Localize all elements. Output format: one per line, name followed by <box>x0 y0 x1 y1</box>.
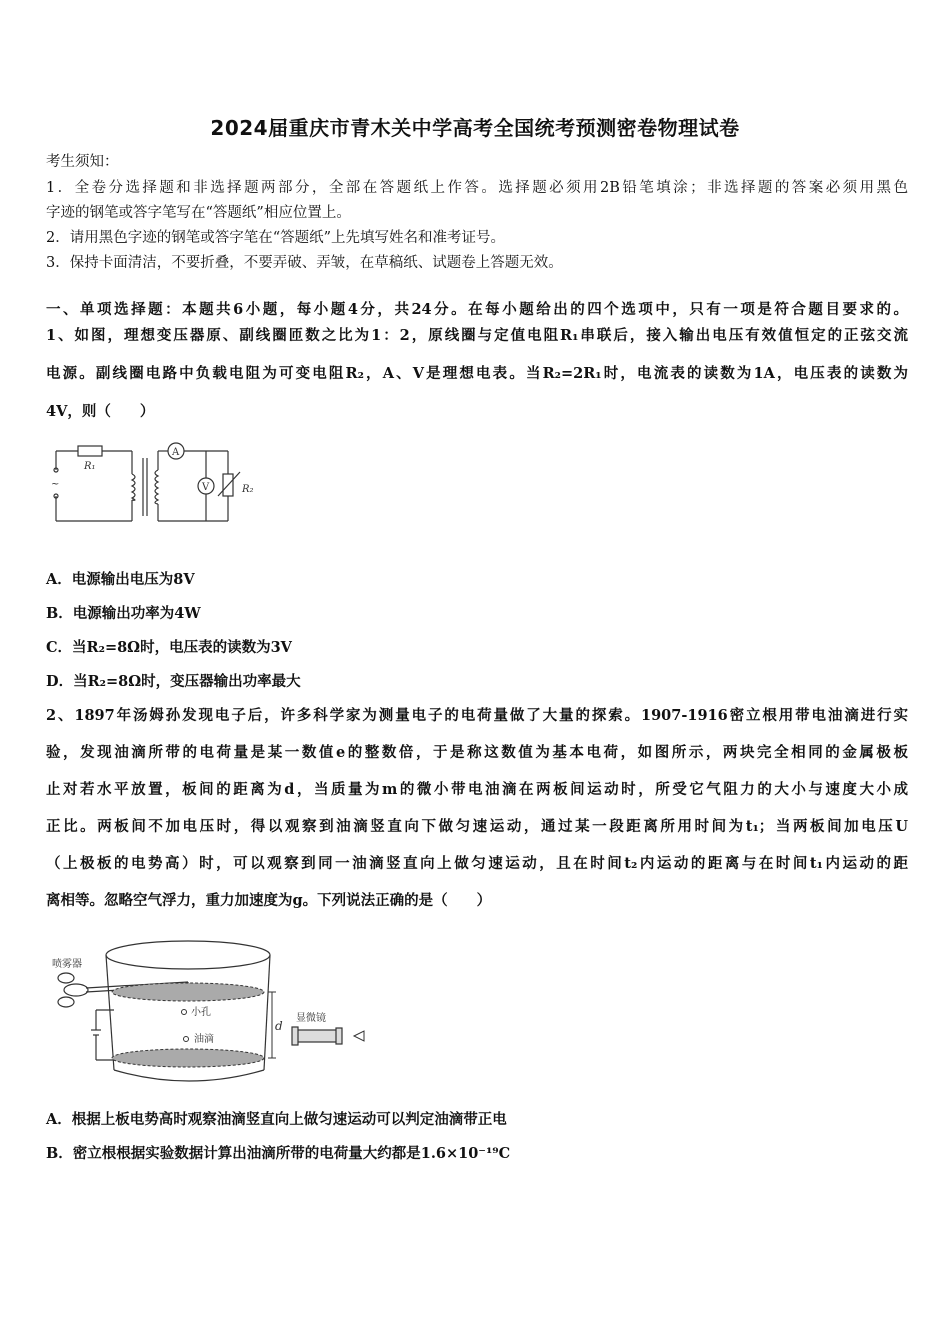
notice-item-3: 3．保持卡面清洁，不要折叠，不要弄破、弄皱，在草稿纸、试题卷上答题无效。 <box>46 255 563 271</box>
notice-item-1a: 1．全卷分选择题和非选择题两部分，全部在答题纸上作答。选择题必须用2B铅笔填涂；非选择题的答案必须用黑色 <box>46 180 908 196</box>
q1-line-1: 1、如图，理想变压器原、副线圈匝数之比为1：2，原线圈与定值电阻R₁串联后，接入输出电压有效值恒定的正弦交流 <box>46 327 908 344</box>
q2-line-2: 验，发现油滴所带的电荷量是某一数值e的整数倍，于是称这数值为基本电荷，如图所示，两块完全相同的金属极板 <box>46 744 908 761</box>
q1-line-2: 电源。副线圈电路中负载电阻为可变电阻R₂，A、V是理想电表。当R₂=2R₁时，电流表的读数为1A，电压表的读数为 <box>46 365 908 382</box>
notice-heading: 考生须知： <box>46 154 119 170</box>
microscope-label: 显微镜 <box>296 1013 326 1024</box>
q1-option-b[interactable]: B．电源输出功率为4W <box>46 605 201 622</box>
r2-label: R₂ <box>242 484 254 495</box>
q2-line-1: 2、1897年汤姆孙发现电子后，许多科学家为测量电子的电荷量做了大量的探索。1907-1916密立根用带电油滴进行实 <box>46 707 908 724</box>
ammeter-label: A <box>172 447 180 458</box>
resistor-r1 <box>78 446 102 456</box>
eye-icon <box>354 1031 364 1041</box>
q2-line-5: （上极板的电势高）时，可以观察到同一油滴竖直向上做匀速运动，且在时间t₂内运动的距离与在时间t₁内运动的距 <box>46 855 908 872</box>
q1-option-c[interactable]: C．当R₂=8Ω时，电压表的读数为3V <box>46 639 292 656</box>
q2-option-b[interactable]: B．密立根根据实验数据计算出油滴所带的电荷量大约都是1.6×10⁻¹⁹C <box>46 1145 511 1162</box>
q2-line-6: 离相等。忽略空气浮力，重力加速度为g。下列说法正确的是（ ） <box>46 892 492 909</box>
d-label: d <box>275 1019 283 1033</box>
q1-circuit-figure <box>48 436 278 526</box>
q1-option-a[interactable]: A．电源输出电压为8V <box>46 571 195 588</box>
notice-item-1b: 字迹的钢笔或答字笔写在“答题纸”相应位置上。 <box>46 205 351 221</box>
upper-plate <box>112 983 264 1001</box>
microscope-icon <box>296 1030 338 1042</box>
voltmeter-label: V <box>202 482 210 493</box>
q2-line-3: 止对若水平放置，板间的距离为d，当质量为m的微小带电油滴在两板间运动时，所受它气阻力的大小与速度大小成 <box>46 781 908 798</box>
primary-coil <box>132 474 135 500</box>
page-title: 2024届重庆市青木关中学高考全国统考预测密卷物理试卷 <box>210 116 740 140</box>
q2-millikan-figure <box>46 930 386 1090</box>
q1-line-3: 4V，则（ ） <box>46 403 155 420</box>
notice-item-2: 2．请用黑色字迹的钢笔或答字笔在“答题纸”上先填写姓名和准考证号。 <box>46 230 506 246</box>
lower-plate <box>112 1049 264 1067</box>
oil-drop-marker <box>184 1037 189 1042</box>
drop-label: 油滴 <box>194 1034 214 1045</box>
q2-line-4: 正比。两板间不加电压时，得以观察到油滴竖直向下做匀速运动，通过某一段距离所用时间为t₁；当两板间加电压U <box>46 818 908 835</box>
q2-option-a[interactable]: A．根据上板电势高时观察油滴竖直向上做匀速运动可以判定油滴带正电 <box>46 1111 507 1128</box>
secondary-coil <box>155 470 158 504</box>
q1-option-d[interactable]: D．当R₂=8Ω时，变压器输出功率最大 <box>46 673 301 690</box>
hole-marker <box>182 1010 187 1015</box>
section-1-heading: 一、单项选择题：本题共6小题，每小题4分，共24分。在每小题给出的四个选项中，只有一项是符合题目要求的。 <box>46 301 908 318</box>
ac-source-symbol: ~ <box>51 479 60 490</box>
r1-label: R₁ <box>84 461 96 472</box>
hole-label: 小孔 <box>191 1007 211 1018</box>
sprayer-label: 喷雾器 <box>52 959 82 970</box>
